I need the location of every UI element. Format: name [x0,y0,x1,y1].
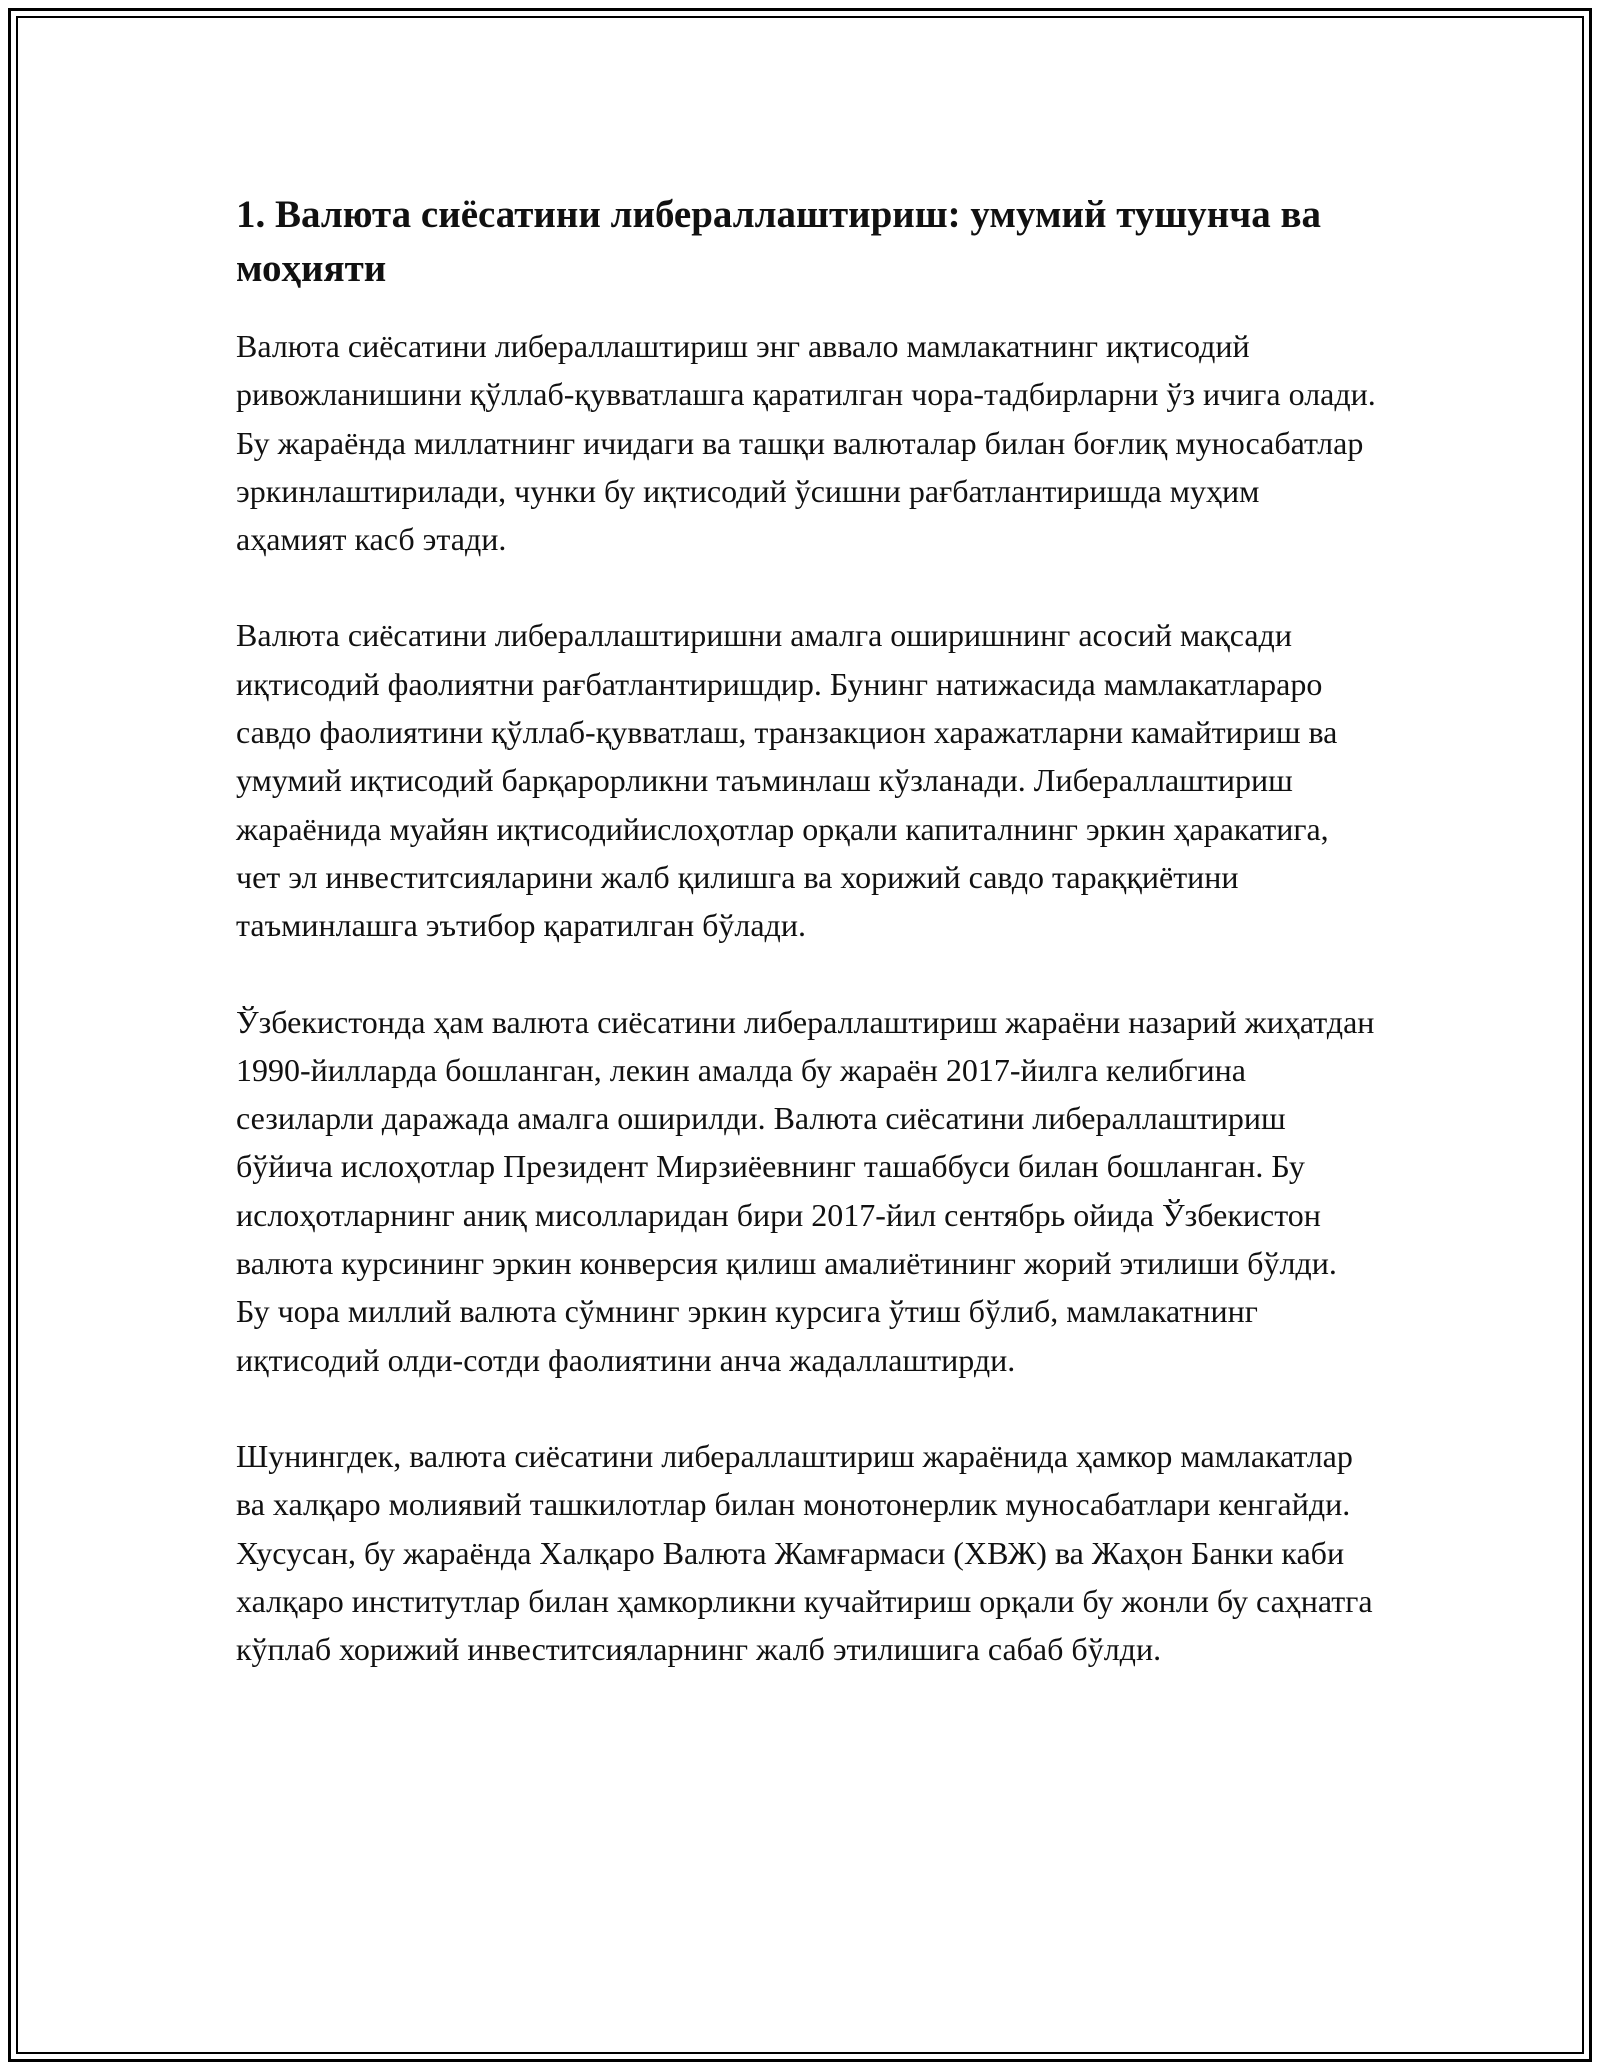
paragraph-3: Ўзбекистонда ҳам валюта сиёсатини либераллаштириш жараёни назарий жиҳатдан 1990-йилларда бошланган, лекин амалда бу жараён 2017-йилга келибгина сезиларли даражада амалга оширилди. Валюта сиёсатини либераллаштириш бўйича ислоҳотлар Президент Мирзиёевнинг ташаббуси билан бошланган. Бу ислоҳотларнинг аниқ мисолларидан бири 2017-йил сентябрь ойида Ўзбекистон валюта курсининг эркин конверсия қилиш амалиётининг жорий этилиши бўлди. Бу чора миллий валюта сўмнинг эркин курсига ўтиш бўлиб, мамлакатнинг иқтисодий олди-сотди фаолиятини анча жадаллаштирди. [236,1003,1375,1378]
paragraph-1: Валюта сиёсатини либераллаштириш энг аввало мамлакатнинг иқтисодий ривожланишини қўллаб-қувватлашга қаратилган чора-тадбирларни ўз ичига олади. Бу жараёнда миллатнинг ичидаги ва ташқи валюталар билан боғлиқ муносабатлар эркинлаштирилади, чунки бу иқтисодий ўсишни рағбатлантиришда муҳим аҳамият касб этади. [236,328,1376,558]
section-title: 1. Валюта сиёсатини либераллаштириш: умумий тушунча ва моҳияти [236,193,1322,290]
paragraph-4: Шунингдек, валюта сиёсатини либераллаштириш жараёнида ҳамкор мамлакатлар ва халқаро молиявий ташкилотлар билан монотонерлик муносабатлари кенгайди. Хусусан, бу жараёнда Халқаро Валюта Жамғармаси (ХВЖ) ва Жаҳон Банки каби халқаро институтлар билан ҳамкорликни кучайтириш орқали бу жонли бу саҳнатга кўплаб хорижий инвеститсияларнинг жалб этилишига сабаб бўлди. [236,1437,1373,1668]
paragraph-2: Валюта сиёсатини либераллаштиришни амалга оширишнинг асосий мақсади иқтисодий фаолиятни рағбатлантиришдир. Бунинг натижасида мамлакатлараро савдо фаолиятини қўллаб-қувватлаш, транзакцион харажатларни камайтириш ва умумий иқтисодий барқарорликни таъминлаш кўзланади. Либераллаштириш жараёнида муайян иқтисодийислоҳотлар орқали капиталнинг эркин ҳаракатига, чет эл инвеститсияларини жалб қилишга ва хорижий савдо тараққиётини таъминлашга эътибор қаратилган бўлади. [236,617,1338,944]
document-body [236,188,1376,1721]
